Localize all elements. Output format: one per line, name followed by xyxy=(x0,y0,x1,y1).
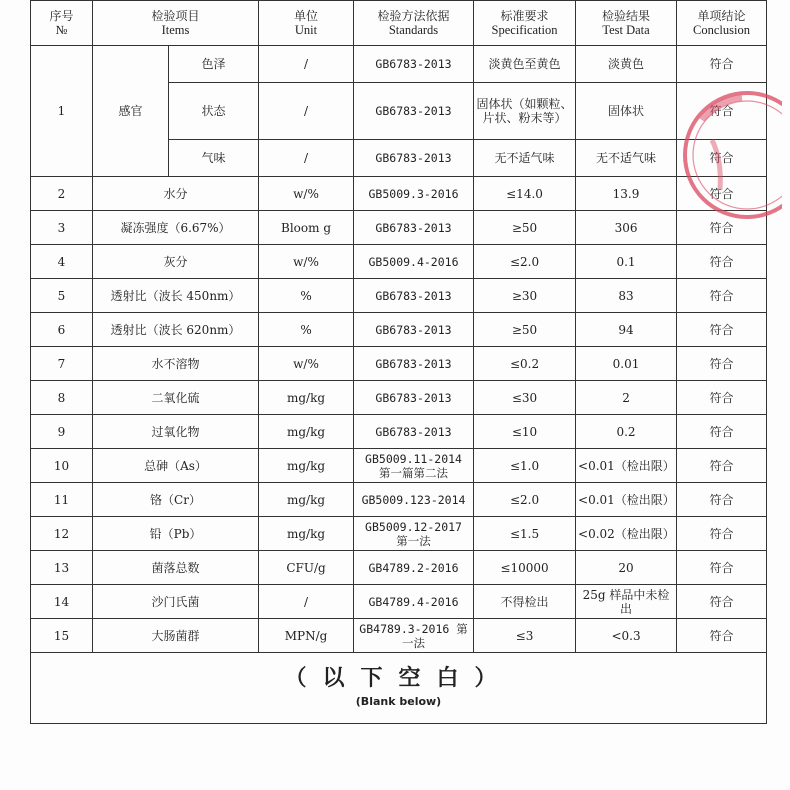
conclusion-cell: 符合 xyxy=(677,140,767,177)
table-row xyxy=(31,483,767,517)
item-name: 过氧化物 xyxy=(93,415,259,449)
spec-cell: ≥50 xyxy=(474,313,576,347)
blank-below-note xyxy=(31,653,767,724)
unit-cell: mg/kg xyxy=(259,415,354,449)
standard-cell: GB6783-2013 xyxy=(354,140,474,177)
item-name: 总砷（As） xyxy=(93,449,259,483)
row-number: 12 xyxy=(31,517,93,551)
table-row xyxy=(31,177,767,211)
header-standards: 检验方法依据 Standards xyxy=(354,1,474,46)
spec-cell: ≤10 xyxy=(474,415,576,449)
header-specification: 标准要求 Specification xyxy=(474,1,576,46)
standard-cell: GB6783-2013 xyxy=(354,381,474,415)
data-cell: 0.2 xyxy=(576,415,677,449)
header-unit: 单位 Unit xyxy=(259,1,354,46)
spec-cell: ≤1.5 xyxy=(474,517,576,551)
conclusion-cell: 符合 xyxy=(677,313,767,347)
standard-cell: GB6783-2013 xyxy=(354,279,474,313)
item-name: 透射比（波长 450nm） xyxy=(93,279,259,313)
item-name: 水分 xyxy=(93,177,259,211)
row-number: 9 xyxy=(31,415,93,449)
blank-row xyxy=(31,653,767,724)
standard-cell: GB6783-2013 xyxy=(354,347,474,381)
spec-cell: 淡黄色至黄色 xyxy=(474,46,576,83)
item-name: 二氧化硫 xyxy=(93,381,259,415)
data-cell: 13.9 xyxy=(576,177,677,211)
standard-cell: GB6783-2013 xyxy=(354,415,474,449)
unit-cell: mg/kg xyxy=(259,483,354,517)
row-number: 2 xyxy=(31,177,93,211)
standard-cell: GB6783-2013 xyxy=(354,211,474,245)
data-cell: 淡黄色 xyxy=(576,46,677,83)
item-name: 凝冻强度（6.67%） xyxy=(93,211,259,245)
spec-cell: ≤2.0 xyxy=(474,245,576,279)
data-cell: 306 xyxy=(576,211,677,245)
row-number: 8 xyxy=(31,381,93,415)
data-cell: 固体状 xyxy=(576,83,677,140)
spec-cell: ≤10000 xyxy=(474,551,576,585)
standard-cell: GB5009.11-2014 第一篇第二法 xyxy=(354,449,474,483)
data-cell: <0.01（检出限） xyxy=(576,483,677,517)
header-test-data: 检验结果 Test Data xyxy=(576,1,677,46)
data-cell: <0.02（检出限） xyxy=(576,517,677,551)
unit-cell: MPN/g xyxy=(259,619,354,653)
spec-cell: ≥50 xyxy=(474,211,576,245)
conclusion-cell: 符合 xyxy=(677,46,767,83)
table-row xyxy=(31,279,767,313)
item-name: 水不溶物 xyxy=(93,347,259,381)
table-row xyxy=(31,517,767,551)
item-name: 铬（Cr） xyxy=(93,483,259,517)
unit-cell: w/% xyxy=(259,245,354,279)
header-conclusion: 单项结论 Conclusion xyxy=(677,1,767,46)
item-name: 铅（Pb） xyxy=(93,517,259,551)
unit-cell: Bloom g xyxy=(259,211,354,245)
conclusion-cell: 符合 xyxy=(677,211,767,245)
table-row xyxy=(31,347,767,381)
data-cell: 20 xyxy=(576,551,677,585)
unit-cell: mg/kg xyxy=(259,517,354,551)
data-cell: <0.3 xyxy=(576,619,677,653)
conclusion-cell: 符合 xyxy=(677,245,767,279)
row-number: 7 xyxy=(31,347,93,381)
item-name: 感官 xyxy=(93,46,169,177)
blank-below-en: (Blank below) xyxy=(355,695,442,708)
unit-cell: w/% xyxy=(259,347,354,381)
unit-cell: mg/kg xyxy=(259,449,354,483)
table-row xyxy=(31,619,767,653)
data-cell: 94 xyxy=(576,313,677,347)
row-number: 10 xyxy=(31,449,93,483)
spec-cell: ≥30 xyxy=(474,279,576,313)
unit-cell: / xyxy=(259,585,354,619)
spec-cell: ≤0.2 xyxy=(474,347,576,381)
table-row xyxy=(31,211,767,245)
conclusion-cell: 符合 xyxy=(677,415,767,449)
table-row xyxy=(31,381,767,415)
conclusion-cell: 符合 xyxy=(677,619,767,653)
table-row xyxy=(31,449,767,483)
unit-cell: CFU/g xyxy=(259,551,354,585)
conclusion-cell: 符合 xyxy=(677,279,767,313)
standard-cell: GB4789.2-2016 xyxy=(354,551,474,585)
row-number: 1 xyxy=(31,46,93,177)
item-name: 灰分 xyxy=(93,245,259,279)
spec-cell: ≤1.0 xyxy=(474,449,576,483)
item-name: 沙门氏菌 xyxy=(93,585,259,619)
standard-cell: GB5009.12-2017 第一法 xyxy=(354,517,474,551)
row-number: 14 xyxy=(31,585,93,619)
data-cell: 0.1 xyxy=(576,245,677,279)
data-cell: 83 xyxy=(576,279,677,313)
row-number: 15 xyxy=(31,619,93,653)
spec-cell: 不得检出 xyxy=(474,585,576,619)
conclusion-cell: 符合 xyxy=(677,551,767,585)
spec-cell: 固体状（如颗粒、片状、粉末等） xyxy=(474,83,576,140)
row-number: 6 xyxy=(31,313,93,347)
sub-item: 气味 xyxy=(169,140,259,177)
unit-cell: % xyxy=(259,279,354,313)
item-name: 透射比（波长 620nm） xyxy=(93,313,259,347)
item-name: 菌落总数 xyxy=(93,551,259,585)
table-row xyxy=(31,585,767,619)
standard-cell: GB4789.3-2016 第一法 xyxy=(354,619,474,653)
standard-cell: GB5009.4-2016 xyxy=(354,245,474,279)
table-row xyxy=(31,551,767,585)
unit-cell: / xyxy=(259,83,354,140)
data-rows xyxy=(31,177,767,653)
header-row xyxy=(31,1,767,46)
spec-cell: 无不适气味 xyxy=(474,140,576,177)
unit-cell: mg/kg xyxy=(259,381,354,415)
table-row xyxy=(31,46,767,83)
unit-cell: w/% xyxy=(259,177,354,211)
data-cell: 无不适气味 xyxy=(576,140,677,177)
standard-cell: GB6783-2013 xyxy=(354,313,474,347)
data-cell: <0.01（检出限） xyxy=(576,449,677,483)
conclusion-cell: 符合 xyxy=(677,585,767,619)
standard-cell: GB5009.3-2016 xyxy=(354,177,474,211)
table-row xyxy=(31,313,767,347)
spec-cell: ≤2.0 xyxy=(474,483,576,517)
row-number: 5 xyxy=(31,279,93,313)
item-name: 大肠菌群 xyxy=(93,619,259,653)
row-number: 13 xyxy=(31,551,93,585)
sub-item: 色泽 xyxy=(169,46,259,83)
table-row xyxy=(31,245,767,279)
header-no: 序号 № xyxy=(31,1,93,46)
unit-cell: / xyxy=(259,140,354,177)
spec-cell: ≤14.0 xyxy=(474,177,576,211)
data-cell: 25g 样品中未检出 xyxy=(576,585,677,619)
conclusion-cell: 符合 xyxy=(677,483,767,517)
table-row xyxy=(31,415,767,449)
conclusion-cell: 符合 xyxy=(677,381,767,415)
row-number: 3 xyxy=(31,211,93,245)
row-number: 4 xyxy=(31,245,93,279)
spec-cell: ≤30 xyxy=(474,381,576,415)
standard-cell: GB6783-2013 xyxy=(354,46,474,83)
standard-cell: GB4789.4-2016 xyxy=(354,585,474,619)
standard-cell: GB5009.123-2014 xyxy=(354,483,474,517)
conclusion-cell: 符合 xyxy=(677,83,767,140)
unit-cell: / xyxy=(259,46,354,83)
conclusion-cell: 符合 xyxy=(677,517,767,551)
data-cell: 0.01 xyxy=(576,347,677,381)
conclusion-cell: 符合 xyxy=(677,347,767,381)
conclusion-cell: 符合 xyxy=(677,449,767,483)
conclusion-cell: 符合 xyxy=(677,177,767,211)
standard-cell: GB6783-2013 xyxy=(354,83,474,140)
blank-below-zh: （以下空白） xyxy=(284,665,513,691)
data-cell: 2 xyxy=(576,381,677,415)
spec-cell: ≤3 xyxy=(474,619,576,653)
inspection-table xyxy=(30,0,767,724)
header-items: 检验项目 Items xyxy=(93,1,259,46)
unit-cell: % xyxy=(259,313,354,347)
row-number: 11 xyxy=(31,483,93,517)
sub-item: 状态 xyxy=(169,83,259,140)
